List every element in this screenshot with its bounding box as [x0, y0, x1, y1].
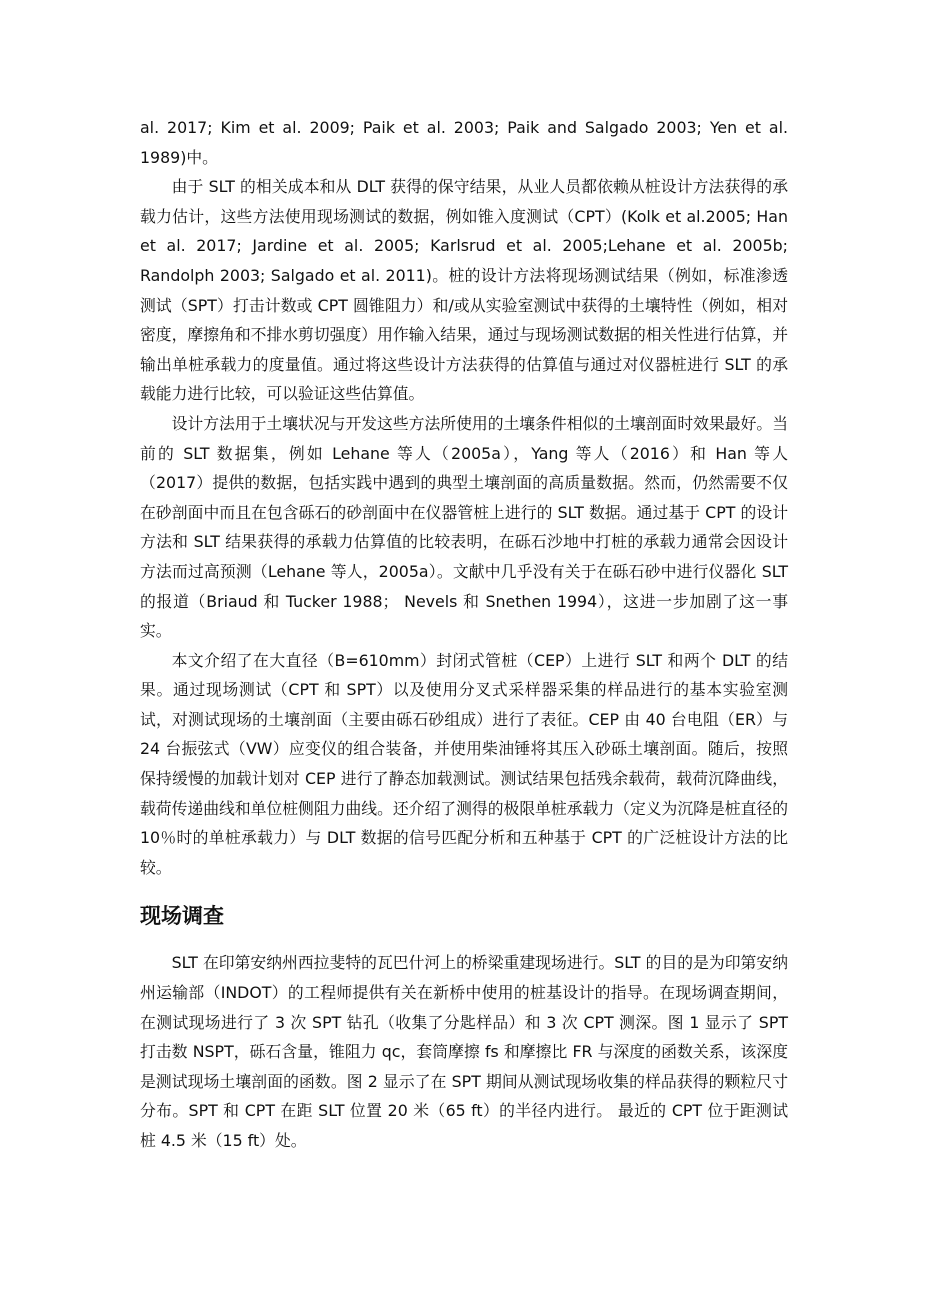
paragraph-design-methods: 由于 SLT 的相关成本和从 DLT 获得的保守结果，从业人员都依赖从桩设计方法获得的承载力估计，这些方法使用现场测试的数据，例如锥入度测试（CPT）(Kolk et al.2005; Han et al. 2017; Jardine et al. 2005; Karlsrud et al. 2005;Lehane et al. 2005b; Randolph 2003; Salgado et al. 2011)。桩的设计方法将现场测试结果（例如，标准渗透测试（SPT）打击计数或 CPT 圆锥阻力）和/或从实验室测试中获得的土壤特性（例如，相对密度，摩擦角和不排水剪切强度）用作输入结果，通过与现场测试数据的相关性进行估算，并输出单桩承载力的度量值。通过将这些设计方法获得的估算值与通过对仪器桩进行 SLT 的承载能力进行比较，可以验证这些估算值。: [140, 177, 788, 404]
section-heading-site-investigation: 现场调查: [140, 904, 224, 929]
paragraph-continuation: al. 2017; Kim et al. 2009; Paik et al. 2003; Paik and Salgado 2003; Yen et al. 1989)中。: [140, 118, 788, 167]
document-body: [140, 113, 788, 1156]
paragraph-site-investigation: SLT 在印第安纳州西拉斐特的瓦巴什河上的桥梁重建现场进行。SLT 的目的是为印第安纳州运输部（INDOT）的工程师提供有关在新桥中使用的桩基设计的指导。在现场调查期间，在测试现场进行了 3 次 SPT 钻孔（收集了分匙样品）和 3 次 CPT 测深。图 1 显示了 SPT 打击数 NSPT，砾石含量，锥阻力 qc，套筒摩擦 fs 和摩擦比 FR 与深度的函数关系，该深度是测试现场土壤剖面的函数。图 2 显示了在 SPT 期间从测试现场收集的样品获得的颗粒尺寸分布。SPT 和 CPT 在距 SLT 位置 20 米（65 ft）的半径内进行。 最近的 CPT 位于距测试桩 4.5 米（15 ft）处。: [140, 953, 788, 1150]
paragraph-paper-overview: 本文介绍了在大直径（B=610mm）封闭式管桩（CEP）上进行 SLT 和两个 DLT 的结果。通过现场测试（CPT 和 SPT）以及使用分叉式采样器采集的样品进行的基本实验室测试，对测试现场的土壤剖面（主要由砾石砂组成）进行了表征。CEP 由 40 台电阻（ER）与 24 台振弦式（VW）应变仪的组合装备，并使用柴油锤将其压入砂砾土壤剖面。随后，按照保持缓慢的加载计划对 CEP 进行了静态加载测试。测试结果包括残余载荷，载荷沉降曲线，载荷传递曲线和单位桩侧阻力曲线。还介绍了测得的极限单桩承载力（定义为沉降是桩直径的 10％时的单桩承载力）与 DLT 数据的信号匹配分析和五种基于 CPT 的广泛桩设计方法的比较。: [140, 650, 788, 877]
paragraph-soil-conditions: 设计方法用于土壤状况与开发这些方法所使用的土壤条件相似的土壤剖面时效果最好。当前的 SLT 数据集，例如 Lehane 等人（2005a），Yang 等人（2016）和 Han 等人（2017）提供的数据，包括实践中遇到的典型土壤剖面的高质量数据。然而，仍然需要不仅在砂剖面中而且在包含砾石的砂剖面中在仪器管桩上进行的 SLT 数据。通过基于 CPT 的设计方法和 SLT 结果获得的承载力估算值的比较表明，在砾石沙地中打桩的承载力通常会因设计方法而过高预测（Lehane 等人，2005a）。文献中几乎没有关于在砾石砂中进行仪器化 SLT 的报道（Briaud 和 Tucker 1988； Nevels 和 Snethen 1994），这进一步加剧了这一事实。: [140, 413, 788, 641]
